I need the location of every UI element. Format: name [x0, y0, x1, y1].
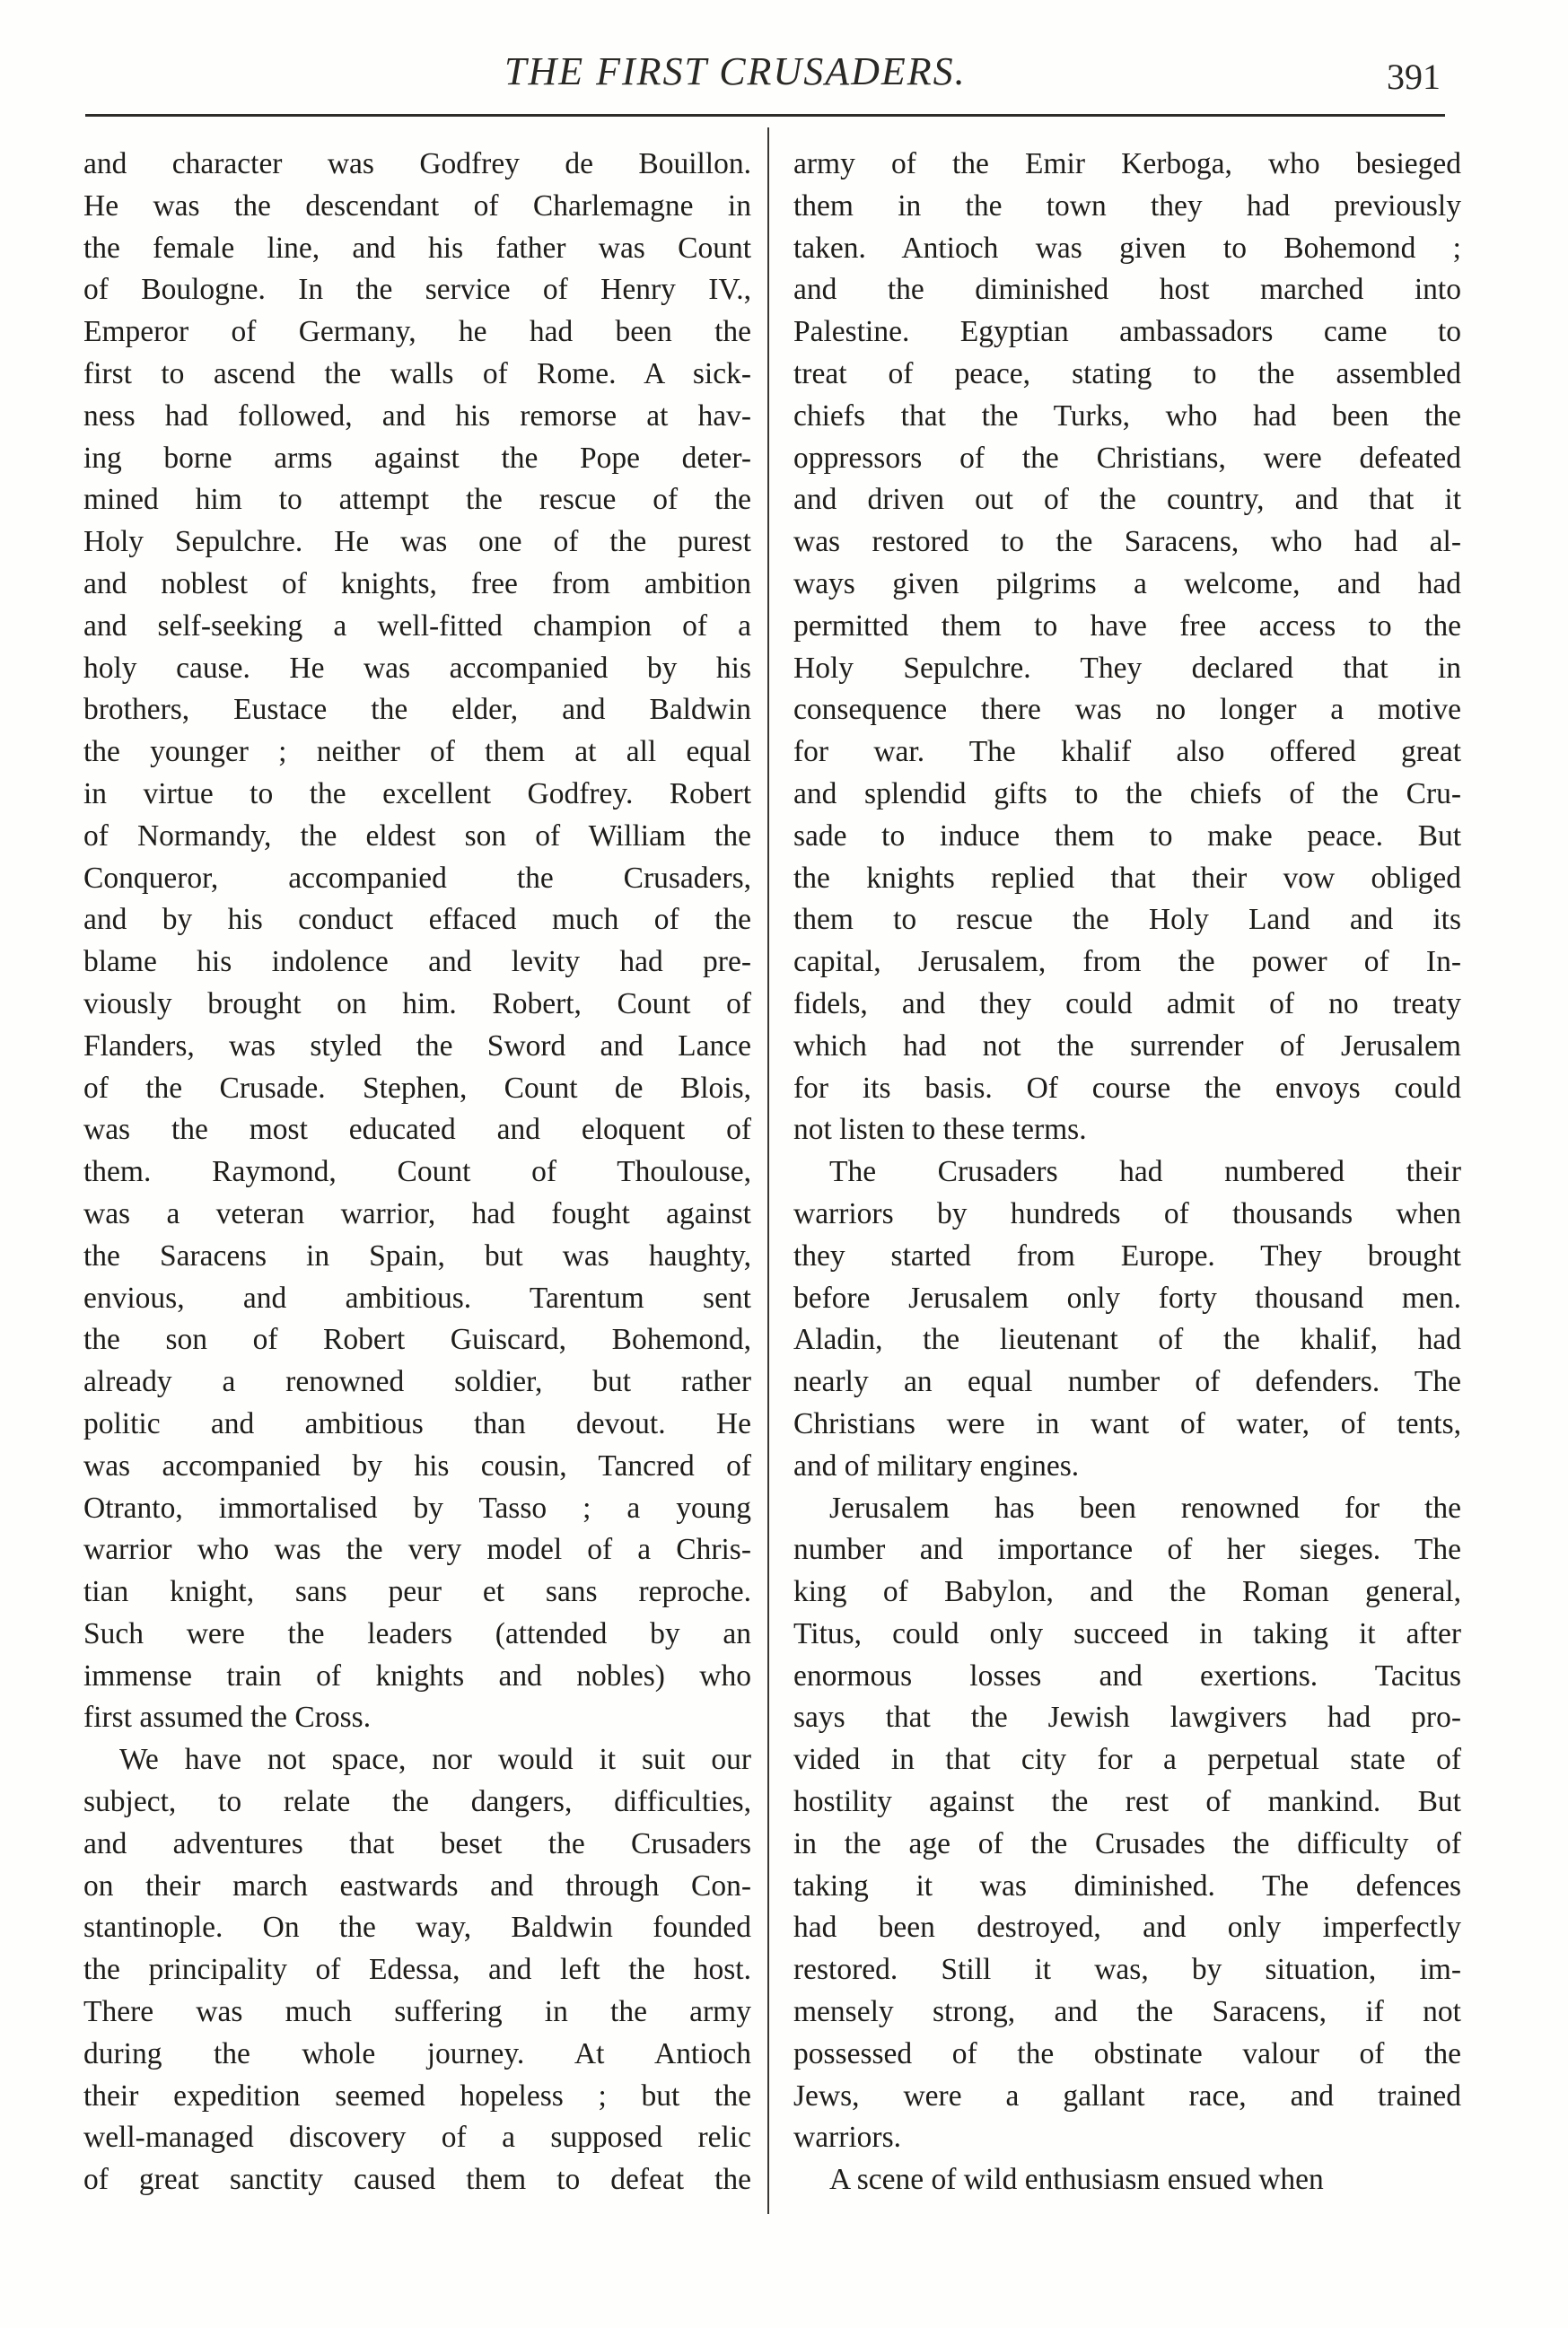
text-line: them to rescue the Holy Land and its — [793, 903, 1461, 937]
text-line: There was much suffering in the army — [83, 1995, 751, 2029]
text-line: and by his conduct effaced much of the — [83, 903, 751, 937]
left-column — [83, 144, 751, 2201]
text-line: mined him to attempt the rescue of the — [83, 483, 751, 517]
text-line: first assumed the Cross. — [83, 1701, 372, 1735]
text-line: Holy Sepulchre. He was one of the purest — [83, 525, 751, 559]
text-line: number and importance of her sieges. The — [793, 1533, 1461, 1567]
text-line: the female line, and his father was Count — [83, 231, 751, 265]
text-line: warriors. — [793, 2121, 901, 2155]
text-line: enormous losses and exertions. Tacitus — [793, 1658, 1461, 1693]
text-line: holy cause. He was accompanied by his — [83, 651, 751, 685]
text-line: Titus, could only succeed in taking it after — [793, 1616, 1461, 1650]
text-line: and noblest of knights, free from ambition — [83, 566, 751, 600]
text-line: of Normandy, the eldest son of William the — [83, 818, 751, 853]
text-line: taking it was diminished. The defences — [793, 1869, 1461, 1903]
text-line: and of military engines. — [793, 1448, 1080, 1483]
text-line: warrior who was the very model of a Chris- — [83, 1533, 751, 1567]
header-rule — [85, 114, 1445, 117]
text-line: nearly an equal number of defenders. The — [793, 1365, 1461, 1399]
text-line: He was the descendant of Charlemagne in — [83, 188, 751, 223]
text-line: during the whole journey. At Antioch — [83, 2036, 751, 2070]
text-line: viously brought on him. Robert, Count of — [83, 986, 751, 1020]
text-line: in virtue to the excellent Godfrey. Robert — [83, 776, 751, 810]
text-line: and the diminished host marched into — [793, 273, 1461, 307]
text-line: already a renowned soldier, but rather — [83, 1365, 751, 1399]
text-line: first to ascend the walls of Rome. A sick- — [83, 356, 751, 390]
text-line: vided in that city for a perpetual state of — [793, 1743, 1461, 1777]
text-line: ing borne arms against the Pope deter- — [83, 441, 751, 475]
text-line: envious, and ambitious. Tarentum sent — [83, 1281, 751, 1315]
text-line: the Saracens in Spain, but was haughty, — [83, 1238, 751, 1273]
right-column — [793, 144, 1461, 2201]
text-line: Christians were in want of water, of tents, — [793, 1406, 1461, 1440]
text-line: the younger ; neither of them at all equal — [83, 735, 751, 769]
text-line: says that the Jewish lawgivers had pro- — [793, 1701, 1461, 1735]
text-line: fidels, and they could admit of no treaty — [793, 986, 1461, 1020]
text-line: Otranto, immortalised by Tasso ; a young — [83, 1491, 751, 1525]
text-line: which had not the surrender of Jerusalem — [793, 1028, 1461, 1063]
text-line: permitted them to have free access to the — [793, 608, 1461, 643]
text-line: Flanders, was styled the Sword and Lance — [83, 1028, 751, 1063]
text-line: oppressors of the Christians, were defeated — [793, 441, 1461, 475]
text-line: We have not space, nor would it suit our — [119, 1743, 751, 1777]
text-line: Aladin, the lieutenant of the khalif, had — [793, 1323, 1461, 1357]
text-line: was accompanied by his cousin, Tancred of — [83, 1448, 751, 1483]
text-line: before Jerusalem only forty thousand men. — [793, 1281, 1461, 1315]
text-line: the principality of Edessa, and left the host. — [83, 1953, 751, 1987]
text-line: warriors by hundreds of thousands when — [793, 1196, 1461, 1230]
text-line: tian knight, sans peur et sans reproche. — [83, 1575, 751, 1609]
text-line: taken. Antioch was given to Bohemond ; — [793, 231, 1461, 265]
column-divider — [767, 127, 769, 2214]
text-line: treat of peace, stating to the assembled — [793, 356, 1461, 390]
text-line: not listen to these terms. — [793, 1113, 1087, 1147]
text-line: consequence there was no longer a motive — [793, 693, 1461, 727]
running-title: THE FIRST CRUSADERS. — [504, 49, 967, 93]
text-line: subject, to relate the dangers, difficulties, — [83, 1785, 751, 1819]
text-line: The Crusaders had numbered their — [829, 1155, 1461, 1189]
text-line: them in the town they had previously — [793, 188, 1461, 223]
text-line: chiefs that the Turks, who had been the — [793, 398, 1461, 433]
text-line: ness had followed, and his remorse at hav- — [83, 398, 751, 433]
text-line: Emperor of Germany, he had been the — [83, 315, 751, 349]
text-line: brothers, Eustace the elder, and Baldwin — [83, 693, 751, 727]
text-line: possessed of the obstinate valour of the — [793, 2036, 1461, 2070]
text-line: hostility against the rest of mankind. But — [793, 1785, 1461, 1819]
text-line: politic and ambitious than devout. He — [83, 1406, 751, 1440]
text-line: on their march eastwards and through Con- — [83, 1869, 751, 1903]
text-line: Jews, were a gallant race, and trained — [793, 2079, 1461, 2113]
text-line: for war. The khalif also offered great — [793, 735, 1461, 769]
text-line: was restored to the Saracens, who had al- — [793, 525, 1461, 559]
text-line: immense train of knights and nobles) who — [83, 1658, 751, 1693]
text-line: for its basis. Of course the envoys could — [793, 1071, 1461, 1105]
text-line: them. Raymond, Count of Thoulouse, — [83, 1155, 751, 1189]
text-line: and adventures that beset the Crusaders — [83, 1826, 751, 1860]
text-line: was the most educated and eloquent of — [83, 1113, 751, 1147]
text-line: of the Crusade. Stephen, Count de Blois, — [83, 1071, 751, 1105]
text-line: Such were the leaders (attended by an — [83, 1616, 751, 1650]
text-line: Holy Sepulchre. They declared that in — [793, 651, 1461, 685]
text-line: blame his indolence and levity had pre- — [83, 945, 751, 979]
running-head — [0, 48, 1568, 102]
text-line: and driven out of the country, and that it — [793, 483, 1461, 517]
text-line: they started from Europe. They brought — [793, 1238, 1461, 1273]
text-line: capital, Jerusalem, from the power of In- — [793, 945, 1461, 979]
text-line: in the age of the Crusades the difficulty of — [793, 1826, 1461, 1860]
text-line: was a veteran warrior, had fought against — [83, 1196, 751, 1230]
text-line: their expedition seemed hopeless ; but the — [83, 2079, 751, 2113]
text-line: sade to induce them to make peace. But — [793, 818, 1461, 853]
text-line: A scene of wild enthusiasm ensued when — [829, 2163, 1324, 2197]
text-line: of great sanctity caused them to defeat the — [83, 2163, 751, 2197]
text-line: and self-seeking a well-fitted champion of a — [83, 608, 751, 643]
page-number: 391 — [1387, 57, 1441, 97]
text-line: Jerusalem has been renowned for the — [829, 1491, 1461, 1525]
text-line: mensely strong, and the Saracens, if not — [793, 1995, 1461, 2029]
text-line: Conqueror, accompanied the Crusaders, — [83, 861, 751, 895]
text-line: king of Babylon, and the Roman general, — [793, 1575, 1461, 1609]
text-line: well-managed discovery of a supposed relic — [83, 2121, 751, 2155]
text-line: stantinople. On the way, Baldwin founded — [83, 1911, 751, 1945]
text-line: had been destroyed, and only imperfectly — [793, 1911, 1461, 1945]
text-line: the son of Robert Guiscard, Bohemond, — [83, 1323, 751, 1357]
text-line: Palestine. Egyptian ambassadors came to — [793, 315, 1461, 349]
text-line: and character was Godfrey de Bouillon. — [83, 147, 751, 180]
text-line: of Boulogne. In the service of Henry IV., — [83, 273, 751, 307]
text-line: the knights replied that their vow obliged — [793, 861, 1461, 895]
text-line: and splendid gifts to the chiefs of the Cru- — [793, 776, 1461, 810]
text-line: ways given pilgrims a welcome, and had — [793, 566, 1461, 600]
text-line: restored. Still it was, by situation, im- — [793, 1953, 1461, 1987]
text-line: army of the Emir Kerboga, who besieged — [793, 147, 1461, 180]
